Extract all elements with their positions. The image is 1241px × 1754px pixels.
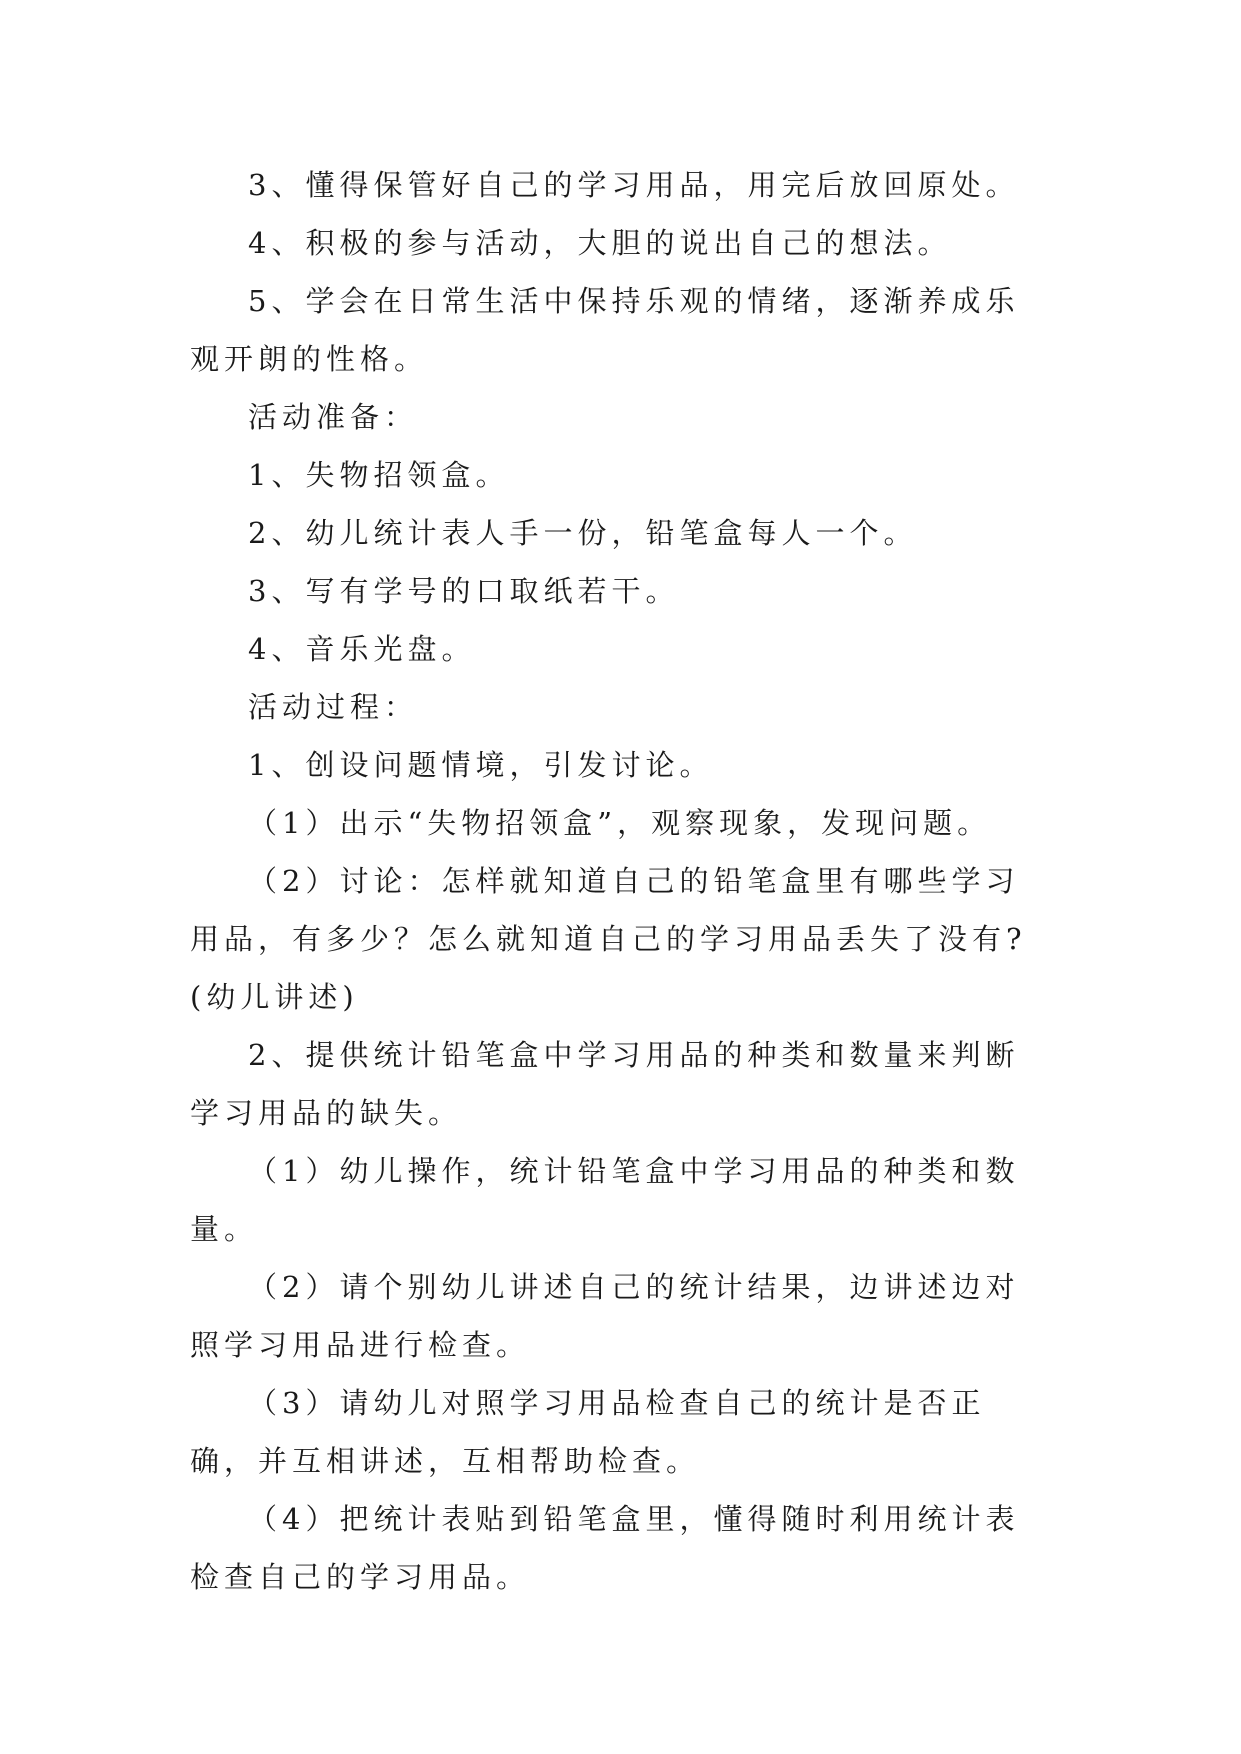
paragraph-prep-2: 2、幼儿统计表人手一份，铅笔盒每人一个。 (248, 516, 918, 550)
paragraph-process-2-4: （4）把统计表贴到铅笔盒里，懂得随时利用统计表检查自己的学习用品。 (190, 1502, 1020, 1594)
paragraph-process-2: 2、提供统计铅笔盒中学习用品的种类和数量来判断学习用品的缺失。 (190, 1038, 1020, 1130)
paragraph-process-1: 1、创设问题情境，引发讨论。 (248, 748, 714, 782)
paragraph-process-2-3: （3）请幼儿对照学习用品检查自己的统计是否正确，并互相讲述，互相帮助检查。 (190, 1386, 986, 1478)
paragraph-prep-1: 1、失物招领盒。 (248, 458, 510, 492)
document-body (190, 156, 1050, 1606)
paragraph-prep-4: 4、音乐光盘。 (248, 632, 476, 666)
paragraph-goal-3: 3、懂得保管好自己的学习用品，用完后放回原处。 (248, 168, 1020, 202)
paragraph-prep-3: 3、写有学号的口取纸若干。 (248, 574, 680, 608)
section-heading-process: 活动过程： (248, 690, 419, 724)
paragraph-goal-5: 5、学会在日常生活中保持乐观的情绪，逐渐养成乐观开朗的性格。 (190, 284, 1020, 376)
paragraph-process-2-1: （1）幼儿操作，统计铅笔盒中学习用品的种类和数量。 (190, 1154, 1020, 1246)
section-heading-preparation: 活动准备： (248, 400, 419, 434)
paragraph-goal-4: 4、积极的参与活动，大胆的说出自己的想法。 (248, 226, 952, 260)
paragraph-process-2-2: （2）请个别幼儿讲述自己的统计结果，边讲述边对照学习用品进行检查。 (190, 1270, 1020, 1362)
paragraph-process-1-1: （1）出示“失物招领盒”，观察现象，发现问题。 (248, 806, 992, 840)
paragraph-process-1-2: （2）讨论：怎样就知道自己的铅笔盒里有哪些学习用品，有多少？怎么就知道自己的学习用品丢失了没有?(幼儿讲述) (190, 864, 1027, 1014)
